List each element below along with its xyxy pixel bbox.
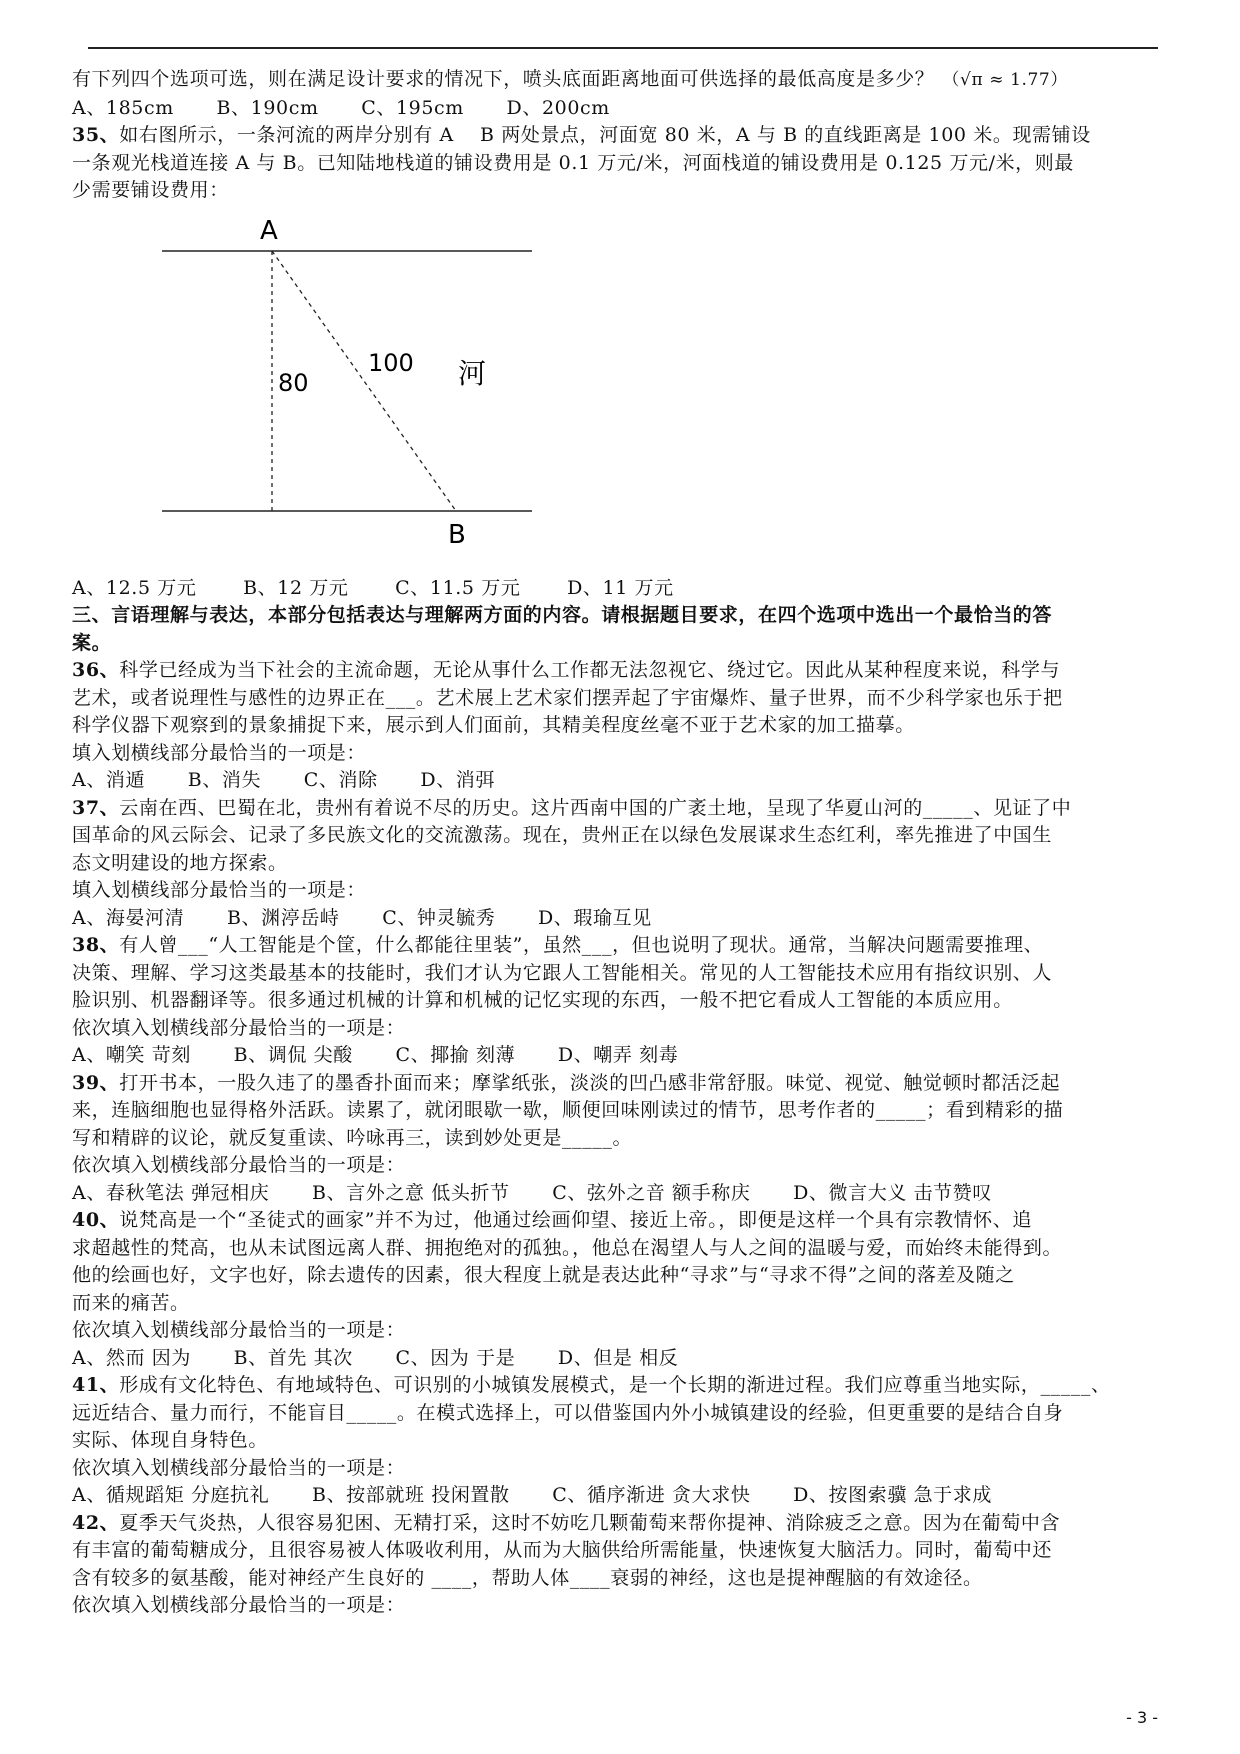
q42-number: 42、 xyxy=(72,1511,120,1534)
q39-text-1: 打开书本，一股久违了的墨香扑面而来；摩挲纸张，淡淡的凹凸感非常舒服。味觉、视觉、触觉顿时都活泛起 xyxy=(119,1071,1061,1094)
q38-number: 38、 xyxy=(72,934,120,956)
q40-option-c: C、因为 于是 xyxy=(395,1346,516,1369)
q35-number: 35、 xyxy=(72,124,120,146)
q36-option-a: A、消遁 xyxy=(72,769,146,791)
q41-option-b: B、按部就班 投闲置散 xyxy=(312,1484,510,1506)
q38-option-d: D、嘲弄 刻毒 xyxy=(557,1044,679,1066)
q37-option-b: B、渊渟岳峙 xyxy=(226,906,340,929)
q41-prompt: 依次填入划横线部分最恰当的一项是： xyxy=(72,1456,406,1479)
q35-options xyxy=(72,575,1172,603)
q37-line-2: 国革命的风云际会、记录了多民族文化的交流激荡。现在，贵州正在以绿色发展谋求生态红利，率先推进了中国生 xyxy=(72,824,1053,846)
q40-line-1 xyxy=(72,1207,1172,1235)
q36-option-b: B、消失 xyxy=(187,769,262,791)
q35-line-1 xyxy=(72,122,1172,150)
q40-line-3: 他的绘画也好，文字也好，除去遗传的因素，很大程度上就是表达此种“寻求”与“寻求不得”之间的落差及随之 xyxy=(72,1264,1015,1286)
q36-text-1: 科学已经成为当下社会的主流命题，无论从事什么工作都无法忽视它、绕过它。因此从某种程度来说，科学与 xyxy=(119,659,1061,681)
q39-option-d: D、微言大义 击节赞叹 xyxy=(793,1181,992,1204)
q35-line-3: 少需要铺设费用： xyxy=(72,179,229,201)
q35-option-b: B、12 万元 xyxy=(243,576,349,599)
river-diagram xyxy=(120,211,580,571)
q37-number: 37、 xyxy=(72,796,120,819)
q37-option-a: A、海晏河清 xyxy=(72,906,185,929)
section3-heading-2: 案。 xyxy=(72,631,112,654)
q36-line-3: 科学仪器下观察到的景象捕捉下来，展示到人们面前，其精美程度丝毫不亚于艺术家的加工描摹。 xyxy=(72,714,915,736)
q42-prompt: 依次填入划横线部分最恰当的一项是： xyxy=(72,1594,406,1616)
width-80-label: 80 xyxy=(278,368,309,397)
q41-option-a: A、循规蹈矩 分庭抗礼 xyxy=(72,1484,270,1506)
q42-text-1: 夏季天气炎热，人很容易犯困、无精打采，这时不妨吃几颗葡萄来帮你提神、消除疲乏之意。因为在葡萄中含 xyxy=(119,1511,1061,1534)
q42-line-2: 有丰富的葡萄糖成分，且很容易被人体吸收利用，从而为大脑供给所需能量，快速恢复大脑活力。同时，葡萄中还 xyxy=(72,1539,1053,1561)
q39-prompt: 依次填入划横线部分最恰当的一项是： xyxy=(72,1154,406,1176)
q39-line-1 xyxy=(72,1070,1172,1098)
q40-number: 40、 xyxy=(72,1209,120,1231)
sqrt-pi-formula: （√π ≈ 1.77） xyxy=(942,70,1068,90)
point-a-label: A xyxy=(260,215,278,246)
q40-option-a: A、然而 因为 xyxy=(72,1346,191,1369)
section3-heading-1: 三、言语理解与表达，本部分包括表达与理解两方面的内容。请根据题目要求，在四个选项中选出一个最恰当的答 xyxy=(72,604,1053,626)
q41-line-2: 远近结合、量力而行，不能盲目_____。在模式选择上，可以借鉴国内外小城镇建设的经验，但更重要的是结合自身 xyxy=(72,1401,1064,1424)
q39-line-2: 来，连脑细胞也显得格外活跃。读累了，就闭眼歇一歇，顺便回味刚读过的情节，思考作者的_____；看到精彩的描 xyxy=(72,1099,1064,1121)
q39-option-c: C、弦外之音 额手称庆 xyxy=(552,1181,751,1204)
q38-option-c: C、揶揄 刻薄 xyxy=(395,1044,516,1066)
q34-option-d: D、200cm xyxy=(506,96,610,119)
q36-option-d: D、消弭 xyxy=(420,769,496,791)
q34-text xyxy=(72,66,1172,95)
q37-option-c: C、钟灵毓秀 xyxy=(382,906,496,929)
q38-line-2: 决策、理解、学习这类最基本的技能时，我们才认为它跟人工智能相关。常见的人工智能技术应用有指纹识别、人 xyxy=(72,961,1053,984)
q38-option-a: A、嘲笑 苛刻 xyxy=(72,1044,191,1066)
q39-line-3: 写和精辟的议论，就反复重读、吟咏再三，读到妙处更是_____。 xyxy=(72,1126,633,1149)
q36-prompt: 填入划横线部分最恰当的一项是： xyxy=(72,741,367,764)
q38-line-3: 脸识别、机器翻译等。很多通过机械的计算和机械的记忆实现的东西，一般不把它看成人工智能的本质应用。 xyxy=(72,989,1013,1011)
header-rule xyxy=(88,47,1158,49)
q36-number: 36、 xyxy=(72,659,120,681)
q37-prompt: 填入划横线部分最恰当的一项是： xyxy=(72,879,367,901)
q37-line-1 xyxy=(72,795,1172,823)
q40-prompt: 依次填入划横线部分最恰当的一项是： xyxy=(72,1319,406,1341)
q36-option-c: C、消除 xyxy=(303,769,378,791)
q40-line-4: 而来的痛苦。 xyxy=(72,1291,190,1314)
q40-option-d: D、但是 相反 xyxy=(557,1346,679,1369)
q41-line-1 xyxy=(72,1372,1172,1400)
q40-option-b: B、首先 其次 xyxy=(233,1346,353,1369)
q35-text-1: 如右图所示，一条河流的两岸分别有 A B 两处景点，河面宽 80 米，A 与 B 的直线距离是 100 米。现需铺设 xyxy=(119,124,1091,146)
q37-text-1: 云南在西、巴蜀在北，贵州有着说不尽的历史。这片西南中国的广袤土地，呈现了华夏山河的_____、见证了中 xyxy=(119,796,1072,819)
q40-line-2: 求超越性的梵高，也从未试图远离人群、拥抱绝对的孤独。，他总在渴望人与人之间的温暖与爱，而始终未能得到。 xyxy=(72,1236,1063,1259)
q42-line-3: 含有较多的氨基酸，能对神经产生良好的 ____，帮助人体____衰弱的神经，这也是提神醒脑的有效途径。 xyxy=(72,1566,983,1589)
river-label: 河 xyxy=(458,356,487,390)
q39-option-a: A、春秋笔法 弹冠相庆 xyxy=(72,1181,270,1204)
q38-option-b: B、调侃 尖酸 xyxy=(233,1044,353,1066)
q39-number: 39、 xyxy=(72,1071,120,1094)
q35-option-d: D、11 万元 xyxy=(567,576,674,599)
q37-option-d: D、瑕瑜互见 xyxy=(537,906,652,929)
q42-line-1 xyxy=(72,1510,1172,1538)
q41-option-d: D、按图索骥 急于求成 xyxy=(793,1484,992,1506)
q41-option-c: C、循序渐进 贪大求快 xyxy=(552,1484,751,1506)
q38-text-1: 有人曾___“人工智能是个筐，什么都能往里装”，虽然___，但也说明了现状。通常，当解决问题需要推理、 xyxy=(119,934,1044,956)
q34-text-body: 有下列四个选项可选，则在满足设计要求的情况下，喷头底面距离地面可供选择的最低高度是多少？ xyxy=(72,68,935,90)
page-number: - 3 - xyxy=(1126,1708,1158,1727)
point-b-label: B xyxy=(448,519,466,550)
q40-text-1: 说梵高是一个“圣徒式的画家”并不为过，他通过绘画仰望、接近上帝。，即便是这样一个具有宗教情怀、追 xyxy=(119,1209,1032,1231)
q41-line-3: 实际、体现自身特色。 xyxy=(72,1429,269,1451)
q38-line-1 xyxy=(72,932,1172,960)
q34-options xyxy=(72,95,1172,123)
q35-line-2: 一条观光栈道连接 A 与 B。已知陆地栈道的铺设费用是 0.1 万元/米，河面栈道的铺设费用是 0.125 万元/米，则最 xyxy=(72,151,1074,174)
q35-option-a: A、12.5 万元 xyxy=(72,576,197,599)
q39-option-b: B、言外之意 低头折节 xyxy=(312,1181,510,1204)
q41-text-1: 形成有文化特色、有地域特色、可识别的小城镇发展模式，是一个长期的渐进过程。我们应尊重当地实际，_____、 xyxy=(119,1374,1111,1396)
q38-prompt: 依次填入划横线部分最恰当的一项是： xyxy=(72,1016,406,1039)
q39-options xyxy=(72,1180,1172,1208)
q41-options xyxy=(72,1482,1172,1510)
q41-number: 41、 xyxy=(72,1374,120,1396)
q36-line-2: 艺术，或者说理性与感性的边界正在___。艺术展上艺术家们摆弄起了宇宙爆炸、量子世界，而不少科学家也乐于把 xyxy=(72,686,1063,709)
q34-option-b: B、190cm xyxy=(216,96,319,119)
distance-100-label: 100 xyxy=(368,348,414,377)
q38-options xyxy=(72,1042,1172,1070)
river-diagram-svg xyxy=(120,211,580,571)
q34-option-c: C、195cm xyxy=(361,96,464,119)
q40-options xyxy=(72,1345,1172,1373)
q34-option-a: A、185cm xyxy=(72,96,174,119)
q37-options xyxy=(72,905,1172,933)
q35-option-c: C、11.5 万元 xyxy=(395,576,521,599)
q37-line-3: 态文明建设的地方探索。 xyxy=(72,851,288,874)
q36-line-1 xyxy=(72,657,1172,685)
page-content xyxy=(72,66,1172,1620)
q36-options xyxy=(72,767,1172,795)
